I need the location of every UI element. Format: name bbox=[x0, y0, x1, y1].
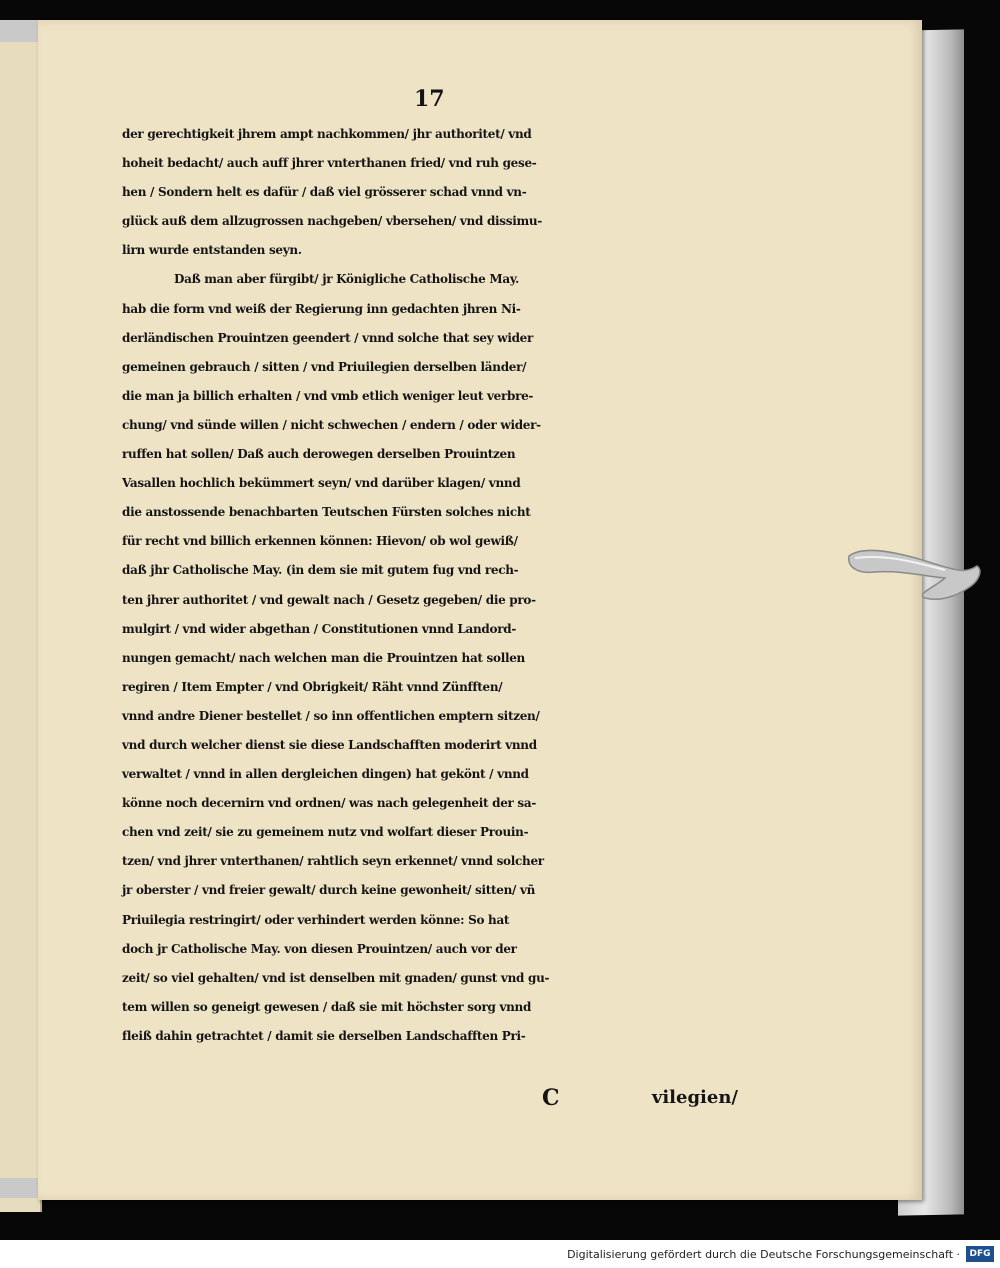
text-line: hoheit bedacht/ auch auff jhrer vnterthanen fried/ vnd ruh gese- bbox=[122, 156, 537, 171]
text-line: ten jhrer authoritet / vnd gewalt nach / Gesetz gegeben/ die pro- bbox=[122, 592, 536, 607]
text-line: Daß man aber fürgibt/ jr Königliche Catholische May. bbox=[174, 272, 519, 287]
signature-mark: C bbox=[542, 1085, 560, 1111]
text-line: der gerechtigkeit jhrem ampt nachkommen/ jhr authoritet/ vnd bbox=[122, 127, 532, 141]
text-line: könne noch decernirn vnd ordnen/ was nach gelegenheit der sa- bbox=[122, 796, 537, 811]
dfg-logo-icon: DFG bbox=[966, 1246, 994, 1262]
text-line: gemeinen gebrauch / sitten / vnd Priuilegien derselben länder/ bbox=[122, 359, 527, 374]
text-block bbox=[122, 120, 782, 1051]
left-binding-band-top bbox=[0, 20, 40, 42]
catchword: vilegien/ bbox=[651, 1087, 738, 1108]
text-line: vnnd andre Diener bestellet / so inn offentlichen emptern sitzen/ bbox=[122, 708, 540, 723]
text-line: tzen/ vnd jhrer vnterthanen/ rahtlich seyn erkennet/ vnnd solcher bbox=[122, 854, 544, 869]
catchword-row bbox=[122, 1085, 782, 1115]
text-line: derländischen Prouintzen geendert / vnnd solche that sey wider bbox=[122, 330, 534, 345]
text-line: jr oberster / vnd freier gewalt/ durch keine gewonheit/ sitten/ vñ bbox=[122, 883, 536, 898]
left-page-edge bbox=[0, 22, 42, 1212]
text-line: regiren / Item Empter / vnd Obrigkeit/ Räht vnnd Zünfften/ bbox=[122, 679, 503, 694]
text-line: glück auß dem allzugrossen nachgeben/ vbersehen/ vnd dissimu- bbox=[122, 214, 542, 229]
text-line: lirn wurde entstanden seyn. bbox=[122, 243, 302, 258]
text-line: mulgirt / vnd wider abgethan / Constitutionen vnnd Landord- bbox=[122, 621, 516, 636]
text-line: fleiß dahin getrachtet / damit sie derselben Landschafften Pri- bbox=[122, 1028, 526, 1043]
text-line: hen / Sondern helt es dafür / daß viel grösserer schad vnnd vn- bbox=[122, 185, 527, 200]
text-line: die anstossende benachbarten Teutschen Fürsten solches nicht bbox=[122, 505, 531, 520]
text-line: Vasallen hochlich bekümmert seyn/ vnd darüber klagen/ vnnd bbox=[122, 476, 521, 491]
funding-credit: Digitalisierung gefördert durch die Deutsche Forschungsgemeinschaft · bbox=[567, 1248, 960, 1261]
text-line: ruffen hat sollen/ Daß auch derowegen derselben Prouintzen bbox=[122, 447, 516, 462]
text-line: die man ja billich erhalten / vnd vmb etlich weniger leut verbre- bbox=[122, 388, 534, 403]
text-line: für recht vnd billich erkennen können: Hievon/ ob wol gewiß/ bbox=[122, 534, 518, 549]
book-page bbox=[38, 20, 922, 1200]
footer-bar bbox=[0, 1240, 1000, 1268]
text-line: hab die form vnd weiß der Regierung inn gedachten jhren Ni- bbox=[122, 301, 521, 316]
page-content bbox=[122, 80, 782, 1180]
paper-clip-icon bbox=[845, 540, 985, 610]
text-line: tem willen so geneigt gewesen / daß sie mit höchster sorg vnnd bbox=[122, 999, 532, 1014]
left-binding-band-bottom bbox=[0, 1178, 40, 1198]
text-line: chung/ vnd sünde willen / nicht schwechen / endern / oder wider- bbox=[122, 417, 541, 432]
text-line: verwaltet / vnnd in allen dergleichen dingen) hat gekönt / vnnd bbox=[122, 767, 529, 782]
text-line: zeit/ so viel gehalten/ vnd ist denselben mit gnaden/ gunst vnd gu- bbox=[122, 970, 550, 985]
text-line: daß jhr Catholische May. (in dem sie mit gutem fug vnd rech- bbox=[122, 563, 519, 578]
text-line: nungen gemacht/ nach welchen man die Prouintzen hat sollen bbox=[122, 650, 525, 665]
text-line: doch jr Catholische May. von diesen Prouintzen/ auch vor der bbox=[122, 941, 517, 956]
text-line: Priuilegia restringirt/ oder verhindert werden könne: So hat bbox=[122, 912, 510, 927]
page-number: 17 bbox=[414, 86, 445, 112]
text-line: vnd durch welcher dienst sie diese Landschafften moderirt vnnd bbox=[122, 737, 537, 752]
text-line: chen vnd zeit/ sie zu gemeinem nutz vnd wolfart dieser Prouin- bbox=[122, 825, 529, 840]
